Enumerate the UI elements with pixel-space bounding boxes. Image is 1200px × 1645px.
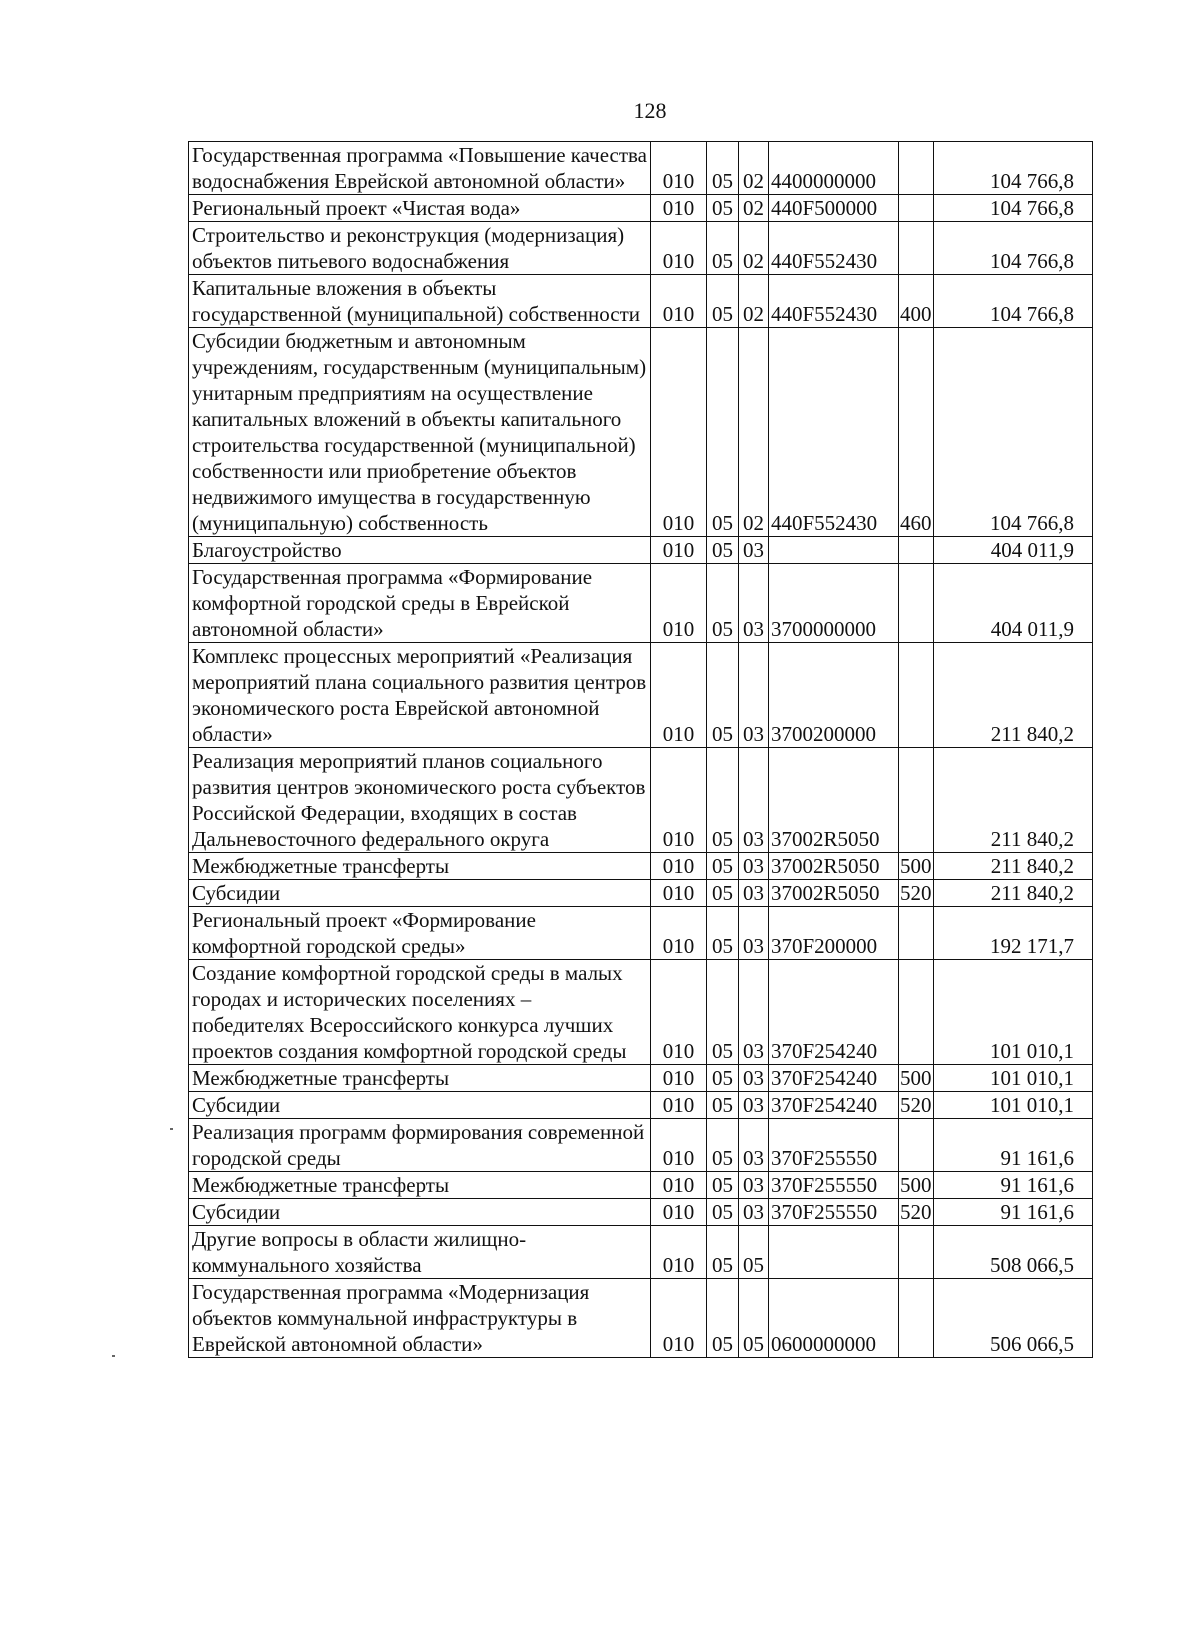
- item-name: Другие вопросы в области жилищно-коммунального хозяйства: [189, 1226, 651, 1279]
- expense-type-code: [899, 1119, 934, 1172]
- subsection-code: 02: [739, 142, 769, 195]
- section-code: 05: [707, 195, 739, 222]
- section-code: 05: [707, 880, 739, 907]
- table-row: [189, 1065, 1093, 1092]
- subsection-code: 03: [739, 1065, 769, 1092]
- ministry-code: 010: [651, 195, 707, 222]
- target-article-code: 440F552430: [769, 328, 899, 537]
- table-row: [189, 1172, 1093, 1199]
- section-code: 05: [707, 1199, 739, 1226]
- ministry-code: 010: [651, 1279, 707, 1358]
- target-article-code: [769, 1226, 899, 1279]
- table-row: [189, 880, 1093, 907]
- ministry-code: 010: [651, 1199, 707, 1226]
- expense-type-code: [899, 142, 934, 195]
- amount: 104 766,8: [934, 275, 1093, 328]
- ministry-code: 010: [651, 275, 707, 328]
- item-name: Субсидии бюджетным и автономным учреждениям, государственным (муниципальным) унитарным предприятиям на осуществление капитальных вложений в объекты капитального строительства государственной (муниципальной) собственности или приобретение объектов недвижимого имущества в государственную (муниципальную) собственность: [189, 328, 651, 537]
- item-name: Благоустройство: [189, 537, 651, 564]
- subsection-code: 02: [739, 195, 769, 222]
- amount: 101 010,1: [934, 960, 1093, 1065]
- table-row: [189, 1119, 1093, 1172]
- subsection-code: 03: [739, 1172, 769, 1199]
- subsection-code: 02: [739, 328, 769, 537]
- expense-type-code: [899, 222, 934, 275]
- item-name: Субсидии: [189, 880, 651, 907]
- ministry-code: 010: [651, 564, 707, 643]
- target-article-code: 440F552430: [769, 275, 899, 328]
- subsection-code: 03: [739, 853, 769, 880]
- amount: 104 766,8: [934, 328, 1093, 537]
- item-name: Межбюджетные трансферты: [189, 853, 651, 880]
- ministry-code: 010: [651, 1092, 707, 1119]
- item-name: Реализация программ формирования современной городской среды: [189, 1119, 651, 1172]
- section-code: 05: [707, 907, 739, 960]
- section-code: 05: [707, 1092, 739, 1119]
- subsection-code: 03: [739, 1092, 769, 1119]
- ministry-code: 010: [651, 748, 707, 853]
- item-name: Строительство и реконструкция (модернизация) объектов питьевого водоснабжения: [189, 222, 651, 275]
- amount: 91 161,6: [934, 1119, 1093, 1172]
- scan-speck: [170, 1128, 173, 1130]
- table-row: [189, 195, 1093, 222]
- page-number: 128: [633, 98, 667, 123]
- expense-type-code: 400: [899, 275, 934, 328]
- subsection-code: 03: [739, 1199, 769, 1226]
- table-row: [189, 1226, 1093, 1279]
- item-name: Межбюджетные трансферты: [189, 1172, 651, 1199]
- subsection-code: 03: [739, 1119, 769, 1172]
- subsection-code: 03: [739, 880, 769, 907]
- amount: 91 161,6: [934, 1172, 1093, 1199]
- expense-type-code: [899, 748, 934, 853]
- ministry-code: 010: [651, 328, 707, 537]
- ministry-code: 010: [651, 907, 707, 960]
- ministry-code: 010: [651, 853, 707, 880]
- ministry-code: 010: [651, 142, 707, 195]
- subsection-code: 03: [739, 564, 769, 643]
- target-article-code: 370F255550: [769, 1199, 899, 1226]
- target-article-code: [769, 537, 899, 564]
- item-name: Государственная программа «Повышение качества водоснабжения Еврейской автономной области»: [189, 142, 651, 195]
- subsection-code: 03: [739, 537, 769, 564]
- ministry-code: 010: [651, 1172, 707, 1199]
- section-code: 05: [707, 748, 739, 853]
- expense-type-code: 500: [900, 1066, 932, 1090]
- table-row: [189, 853, 1093, 880]
- target-article-code: 4400000000: [769, 142, 899, 195]
- item-name: Реализация мероприятий планов социального развития центров экономического роста субъектов Российской Федерации, входящих в состав Дальневосточного федерального округа: [189, 748, 651, 853]
- amount: 104 766,8: [934, 222, 1093, 275]
- table-row: [189, 748, 1093, 853]
- expense-type-code: [899, 907, 934, 960]
- expense-type-code: 520: [900, 881, 932, 905]
- amount: 211 840,2: [934, 853, 1093, 880]
- budget-table: [188, 141, 1093, 1358]
- subsection-code: 03: [739, 643, 769, 748]
- subsection-code: 03: [739, 907, 769, 960]
- table-row: [189, 643, 1093, 748]
- target-article-code: 3700000000: [769, 564, 899, 643]
- expense-type-code: [899, 195, 934, 222]
- table-row: [189, 960, 1093, 1065]
- section-code: 05: [707, 960, 739, 1065]
- expense-type-code: [899, 1226, 934, 1279]
- item-name: Региональный проект «Формирование комфортной городской среды»: [189, 907, 651, 960]
- table-row: [189, 1279, 1093, 1358]
- target-article-code: 37002R5050: [769, 853, 899, 880]
- subsection-code: 02: [739, 222, 769, 275]
- amount: 104 766,8: [934, 142, 1093, 195]
- section-code: 05: [707, 1065, 739, 1092]
- amount: 101 010,1: [934, 1065, 1093, 1092]
- item-name: Государственная программа «Модернизация объектов коммунальной инфраструктуры в Еврейской автономной области»: [189, 1279, 651, 1358]
- ministry-code: 010: [651, 880, 707, 907]
- expense-type-code: [899, 1279, 934, 1358]
- target-article-code: 37002R5050: [769, 748, 899, 853]
- expense-type-code: [899, 960, 934, 1065]
- amount: 211 840,2: [934, 643, 1093, 748]
- item-name: Комплекс процессных мероприятий «Реализация мероприятий плана социального развития центров экономического роста Еврейской автономной области»: [189, 643, 651, 748]
- table-row: [189, 142, 1093, 195]
- table-row: [189, 1199, 1093, 1226]
- target-article-code: 440F500000: [769, 195, 899, 222]
- ministry-code: 010: [651, 222, 707, 275]
- item-name: Капитальные вложения в объекты государственной (муниципальной) собственности: [189, 275, 651, 328]
- target-article-code: 370F254240: [769, 960, 899, 1065]
- table-row: [189, 222, 1093, 275]
- amount: 404 011,9: [934, 537, 1093, 564]
- amount: 101 010,1: [934, 1092, 1093, 1119]
- ministry-code: 010: [651, 1065, 707, 1092]
- ministry-code: 010: [651, 537, 707, 564]
- target-article-code: 370F254240: [769, 1065, 899, 1092]
- target-article-code: 440F552430: [769, 222, 899, 275]
- expense-type-code: 520: [900, 1093, 932, 1117]
- target-article-code: 37002R5050: [769, 880, 899, 907]
- expense-type-code: [899, 643, 934, 748]
- expense-type-code: 500: [900, 1173, 932, 1197]
- section-code: 05: [707, 1226, 739, 1279]
- subsection-code: 03: [739, 960, 769, 1065]
- ministry-code: 010: [651, 1119, 707, 1172]
- expense-type-code: [899, 537, 934, 564]
- target-article-code: 370F254240: [769, 1092, 899, 1119]
- amount: 508 066,5: [934, 1226, 1093, 1279]
- item-name: Межбюджетные трансферты: [189, 1065, 651, 1092]
- item-name: Субсидии: [189, 1199, 651, 1226]
- target-article-code: 370F255550: [769, 1119, 899, 1172]
- amount: 211 840,2: [934, 880, 1093, 907]
- subsection-code: 02: [739, 275, 769, 328]
- table-row: [189, 564, 1093, 643]
- section-code: 05: [707, 1119, 739, 1172]
- ministry-code: 010: [651, 643, 707, 748]
- section-code: 05: [707, 537, 739, 564]
- table-row: [189, 275, 1093, 328]
- item-name: Региональный проект «Чистая вода»: [189, 195, 651, 222]
- amount: 506 066,5: [934, 1279, 1093, 1358]
- scan-speck: [112, 1355, 115, 1357]
- target-article-code: 0600000000: [769, 1279, 899, 1358]
- expense-type-code: 460: [899, 328, 934, 537]
- item-name: Государственная программа «Формирование комфортной городской среды в Еврейской автономной области»: [189, 564, 651, 643]
- item-name: Субсидии: [189, 1092, 651, 1119]
- amount: 211 840,2: [934, 748, 1093, 853]
- subsection-code: 03: [739, 748, 769, 853]
- section-code: 05: [707, 1279, 739, 1358]
- section-code: 05: [707, 1172, 739, 1199]
- section-code: 05: [707, 142, 739, 195]
- section-code: 05: [707, 853, 739, 880]
- table-row: [189, 907, 1093, 960]
- amount: 104 766,8: [934, 195, 1093, 222]
- subsection-code: 05: [739, 1279, 769, 1358]
- amount: 91 161,6: [934, 1199, 1093, 1226]
- ministry-code: 010: [651, 1226, 707, 1279]
- amount: 404 011,9: [934, 564, 1093, 643]
- item-name: Создание комфортной городской среды в малых городах и исторических поселениях – победителях Всероссийского конкурса лучших проектов создания комфортной городской среды: [189, 960, 651, 1065]
- target-article-code: 370F255550: [769, 1172, 899, 1199]
- expense-type-code: 500: [900, 854, 932, 878]
- expense-type-code: [899, 564, 934, 643]
- expense-type-code: 520: [900, 1200, 932, 1224]
- table-row: [189, 1092, 1093, 1119]
- section-code: 05: [707, 222, 739, 275]
- subsection-code: 05: [739, 1226, 769, 1279]
- amount: 192 171,7: [934, 907, 1093, 960]
- section-code: 05: [707, 275, 739, 328]
- section-code: 05: [707, 564, 739, 643]
- table-row: [189, 537, 1093, 564]
- target-article-code: 3700200000: [769, 643, 899, 748]
- target-article-code: 370F200000: [769, 907, 899, 960]
- budget-table-body: [189, 142, 1093, 1358]
- section-code: 05: [707, 328, 739, 537]
- ministry-code: 010: [651, 960, 707, 1065]
- table-row: [189, 328, 1093, 537]
- section-code: 05: [707, 643, 739, 748]
